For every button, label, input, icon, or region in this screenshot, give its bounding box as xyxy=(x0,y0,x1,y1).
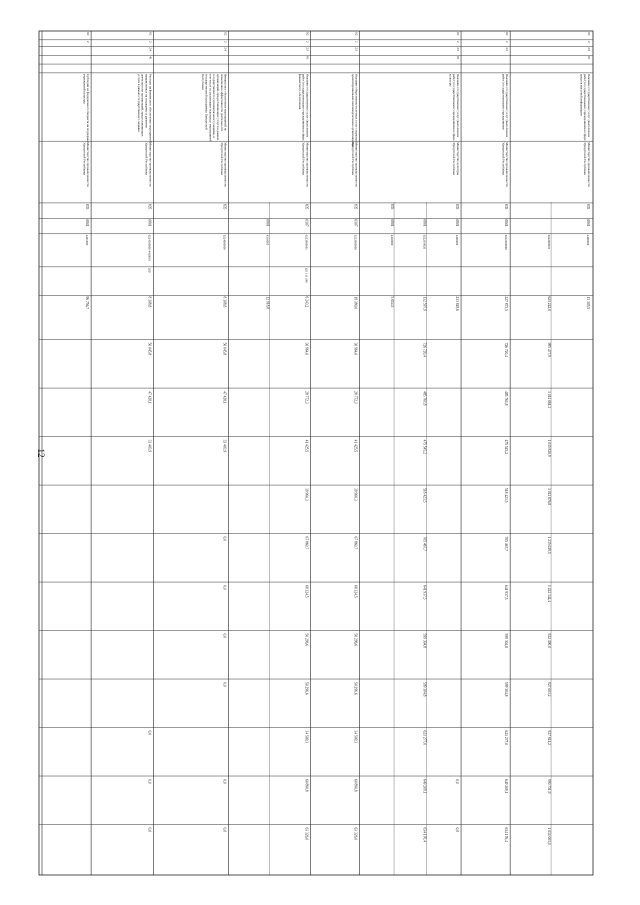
row-admin: Удмуртской Республики xyxy=(82,142,87,176)
row-code: 23 xyxy=(305,47,310,51)
subrow-razdel: 0801 xyxy=(265,219,270,227)
subrow-value: 67 860,7 xyxy=(353,536,358,550)
subrow-value: 1 034 001,0 xyxy=(547,827,552,845)
row-admin: Министерство промышленности xyxy=(223,142,228,187)
subrow-csr: 4510005 xyxy=(265,234,270,246)
subrow-value: 641 937,5 xyxy=(422,585,427,600)
subrow-adm-code: 835 xyxy=(222,203,227,210)
row-admin: Министерство промышленности xyxy=(505,142,510,187)
subrow-value: 41 425,5 xyxy=(304,439,309,453)
subrow-value: 28 772,3 xyxy=(304,391,309,404)
subrow-value: 0,0 xyxy=(455,827,460,833)
subrow-extra: 233 849,6 xyxy=(455,296,460,311)
row-name: государственного (муниципального) задания, в xyxy=(212,73,217,138)
subrow-value: 927 941,2 xyxy=(547,730,552,745)
row-admin: Удмуртской Республики xyxy=(501,142,506,176)
subrow-value: 47 428,1 xyxy=(222,391,227,404)
subrow-value: 28 772,3 xyxy=(353,391,358,404)
row-code: 01 xyxy=(305,56,310,60)
row-name: организаций, предоставляющих услуги в рамках xyxy=(216,73,221,141)
subrow-value: 67 860,7 xyxy=(304,536,309,550)
row-code: 23 xyxy=(456,47,461,51)
row-admin: Удмуртской Республики xyxy=(583,142,588,176)
row-name: Оказание общественно-полезных услуг социально xyxy=(354,73,359,143)
row-code: 23 xyxy=(587,47,591,51)
subrow-value: 34 509,3 xyxy=(304,730,309,744)
row-code: 02 xyxy=(354,32,359,36)
subrow-value: 1 222 344,4 xyxy=(547,585,552,603)
budget-table xyxy=(38,30,594,886)
row-code: 24 xyxy=(223,47,228,51)
row-admin: Министерство промышленности xyxy=(86,142,91,187)
row-code: 2 xyxy=(148,40,153,43)
subrow-value: 927 003,2 xyxy=(547,682,552,697)
row-code: 01 xyxy=(587,56,591,60)
row-admin: Министерство промышленности xyxy=(305,142,310,187)
subrow-extra: 8 308,8 xyxy=(147,296,152,308)
subrow-value: 0,0 xyxy=(222,779,227,784)
row-name: Республики xyxy=(200,73,205,90)
row-code: 02 xyxy=(505,32,510,36)
row-name: работ) государственными учреждениями в сфере xyxy=(583,73,588,141)
row-code: 23 xyxy=(354,47,359,51)
subrow-extra: 12 918,8 xyxy=(265,296,270,310)
row-admin: Министерство промышленности xyxy=(148,142,153,187)
subrow-razdel: 0801 xyxy=(85,219,90,227)
subrow-value: 599 304,8 xyxy=(504,633,509,648)
subrow-razdel: 0107 xyxy=(353,219,358,227)
row-name: повышению эффективности деятельности xyxy=(219,73,224,132)
subrow-csr: 0222200000 xyxy=(504,234,509,250)
subrow-value: 475 545,2 xyxy=(422,439,427,454)
subrow-value: 705 467,7 xyxy=(504,536,509,551)
subrow-value: 47 428,1 xyxy=(147,391,152,404)
row-admin: Министерство промышленности xyxy=(354,142,359,187)
row-name: Оказание государственных услуг (выполнение xyxy=(456,73,461,138)
row-code: 02 xyxy=(305,32,310,36)
subrow-value: 726 720,4 xyxy=(504,342,509,357)
row-name: финансового обеспечения xyxy=(297,73,302,110)
subrow-value: 621 277,0 xyxy=(504,730,509,745)
subrow-value: 518 423,5 xyxy=(504,488,509,503)
subrow-value: 50 296,6 xyxy=(353,682,358,695)
row-name: Оказание государственных услуг (выполнение xyxy=(505,73,510,138)
subrow-csr: 4410000 xyxy=(390,234,395,246)
subrow-extra: 8 308,8 xyxy=(222,296,227,308)
subrow-value: 41 425,5 xyxy=(353,439,358,453)
subrow-adm-code: 835 xyxy=(455,203,460,210)
subrow-csr: 0224000000 xyxy=(222,234,227,250)
subrow-csr: 4400000 xyxy=(455,234,460,246)
subrow-value: 50 296,6 xyxy=(353,633,358,647)
subrow-extra: 96 756,7 xyxy=(85,296,90,310)
row-code: 2 xyxy=(86,40,91,43)
subrow-adm-code: 835 xyxy=(147,203,152,210)
subrow-razdel: 0801 xyxy=(455,219,460,227)
subrow-adm-code: 835 xyxy=(304,203,309,210)
subrow-value: 634 176,4 xyxy=(504,827,509,842)
subrow-extra: 5 014,5 xyxy=(390,296,395,308)
subrow-adm-code: 835 xyxy=(504,203,509,210)
row-name: деятельности организаций, предоставляющих xyxy=(140,73,145,137)
row-code: 02 xyxy=(587,32,591,36)
subrow-value: 33 403,9 xyxy=(222,439,227,453)
subrow-value: 34 509,3 xyxy=(353,730,358,744)
subrow-value: 1 014 061,3 xyxy=(547,391,552,409)
subrow-value: 33 403,9 xyxy=(147,439,152,453)
row-code: 2 xyxy=(223,40,228,43)
row-name: ориентированными некоммерческими организациями xyxy=(350,73,355,148)
row-code: 2 xyxy=(456,40,461,43)
subrow-value: 0,0 xyxy=(222,633,227,639)
subrow-value: 621 277,0 xyxy=(422,730,427,745)
subrow-razdel: 0107 xyxy=(304,219,309,227)
row-name: работ) государственными учреждениями xyxy=(501,73,506,130)
subrow-value: 705 467,7 xyxy=(422,536,427,551)
subrow-value: 39 960,3 xyxy=(353,488,358,501)
subrow-extra: 621 242,0 xyxy=(547,296,552,311)
subrow-value: 60 890,8 xyxy=(353,779,358,792)
subrow-value: 475 545,2 xyxy=(504,439,509,454)
subrow-adm-code: 835 xyxy=(390,203,395,210)
row-admin: Удмуртской Республики xyxy=(350,142,355,176)
subrow-value: 30 964,0 xyxy=(304,342,309,356)
row-name: Субсидии из федерального бюджета на поддержку xyxy=(86,73,91,143)
row-name: Оказание государственных услуг (выполнение xyxy=(305,73,310,138)
subrow-value: 485 761,8 xyxy=(422,391,427,406)
subrow-value: 649 209,1 xyxy=(422,779,427,794)
subrow-vr: 200 xyxy=(147,267,152,273)
row-name: направленных на поддержку и развитие xyxy=(144,73,149,129)
subrow-value: 0,0 xyxy=(222,682,227,687)
row-code: 02 xyxy=(223,32,228,36)
row-name: Финансовое обеспечение мероприятий по xyxy=(223,73,228,132)
subrow-value: 39 960,3 xyxy=(304,488,309,501)
subrow-razdel: 0801 xyxy=(586,219,590,227)
subrow-razdel: 0801 xyxy=(504,219,509,227)
subrow-csr: 0223900000 xyxy=(353,234,358,250)
subrow-value: 990 751,9 xyxy=(547,779,552,794)
row-name: работ) государственными учреждениями в сфере xyxy=(452,73,457,141)
subrow-adm-code: 835 xyxy=(353,203,358,210)
row-code: 24 xyxy=(148,47,153,51)
subrow-value: 30 964,0 xyxy=(353,342,358,356)
subrow-razdel: 0801 xyxy=(147,219,152,227)
subrow-value: 726 720,4 xyxy=(422,342,427,357)
subrow-value: 0,0 xyxy=(222,827,227,833)
subrow-csr: 4400600 xyxy=(586,234,590,246)
subrow-value: 68 324,5 xyxy=(304,585,309,598)
subrow-value: 0,0 xyxy=(147,779,152,784)
row-admin: Министерство культуры xyxy=(456,142,461,176)
subrow-value: 1 012 876,8 xyxy=(547,488,552,506)
subrow-value: 922 390,0 xyxy=(547,633,552,648)
subrow-value: 0,0 xyxy=(455,779,460,784)
subrow-value: 63 326,0 xyxy=(353,827,358,841)
row-name: культуры xyxy=(448,73,453,87)
subrow-csr: 02220/0020 xyxy=(422,234,427,250)
row-name: том числе по реализации отдельных мероприятий xyxy=(208,73,213,142)
row-code: 41 xyxy=(148,56,153,60)
page-number: 12 xyxy=(36,448,46,458)
subrow-value: 50 045,8 xyxy=(222,342,227,356)
subrow-value: 599 304,8 xyxy=(422,633,427,648)
subrow-value: 599 304,8 xyxy=(504,682,509,697)
subrow-extra: 227 873,5 xyxy=(504,296,509,311)
row-name: Расходы на финансовое обеспечение мероприятий, xyxy=(148,73,153,144)
subrow-extra: 13 305,5 xyxy=(586,296,590,310)
subrow-value: 60 890,8 xyxy=(304,779,309,792)
subrow-csr: 02220000/0 xyxy=(547,234,552,250)
row-name: учреждений культуры xyxy=(82,73,87,104)
subrow-adm-code: 835 xyxy=(85,203,90,210)
subrow-value: 0,0 xyxy=(222,536,227,542)
row-admin: Удмуртской Республики xyxy=(219,142,224,176)
row-code: 02 xyxy=(148,32,153,36)
row-code: 2 xyxy=(505,40,510,43)
subrow-value: 599 304,8 xyxy=(422,682,427,697)
subrow-value: 68 324,5 xyxy=(353,585,358,598)
subrow-value: 0,0 xyxy=(222,585,227,590)
row-code: 23 xyxy=(505,47,510,51)
row-code: 2 xyxy=(305,40,310,43)
subrow-value: 50 296,6 xyxy=(304,633,309,647)
row-name: Оказание государственных услуг (выполнение xyxy=(587,73,591,138)
subrow-adm-code: 835 xyxy=(586,203,590,210)
subrow-value: 634 176,4 xyxy=(422,827,427,842)
subrow-csr: 0223900001 xyxy=(304,234,309,250)
row-admin: Удмуртской Республики xyxy=(301,142,306,176)
budget-table-grid xyxy=(38,30,594,886)
subrow-extra: 6 243,2 xyxy=(304,296,309,308)
subrow-value: 641 937,5 xyxy=(504,585,509,600)
row-name: государственной программы Удмуртской xyxy=(204,73,209,130)
row-name: средств массовой информации xyxy=(579,73,584,116)
subrow-value: 485 761,8 xyxy=(504,391,509,406)
subrow-value: 0,0 xyxy=(147,730,152,736)
subrow-value: 1 235 029,5 xyxy=(547,536,552,554)
row-code: 02 xyxy=(86,32,91,36)
subrow-csr: 0224100000 4410001 xyxy=(147,234,152,262)
row-name: услуги в рамках государственного задания xyxy=(136,73,141,132)
subrow-vr: 621 111 240 xyxy=(304,267,309,283)
subrow-value: 649 209,1 xyxy=(504,779,509,794)
subrow-value: 63 326,0 xyxy=(304,827,309,841)
subrow-value: 518 423,5 xyxy=(422,488,427,503)
subrow-razdel: 0801 xyxy=(422,219,427,227)
row-admin: Удмуртской Республики xyxy=(452,142,457,176)
subrow-value: 985 477,9 xyxy=(547,342,552,357)
row-code: 02 xyxy=(456,32,461,36)
subrow-extra: 19 380,0 xyxy=(353,296,358,310)
row-admin: Удмуртской Республики xyxy=(144,142,149,176)
subrow-value: 50 296,6 xyxy=(304,682,309,695)
row-code: 01 xyxy=(456,56,461,60)
row-admin: Министерство промышленности xyxy=(587,142,591,187)
row-name: работ) государственными учреждениями в сфере xyxy=(301,73,306,141)
subrow-razdel: 0801 xyxy=(390,219,395,227)
subrow-csr: 4401000 xyxy=(85,234,90,246)
subrow-value: 50 045,8 xyxy=(147,342,152,356)
subrow-extra: 132 597,9 xyxy=(422,296,427,311)
subrow-value: 0,0 xyxy=(147,827,152,833)
subrow-value: 1 015 820,9 xyxy=(547,439,552,457)
row-code: 2 xyxy=(587,40,591,43)
row-code: 2 xyxy=(354,40,359,43)
